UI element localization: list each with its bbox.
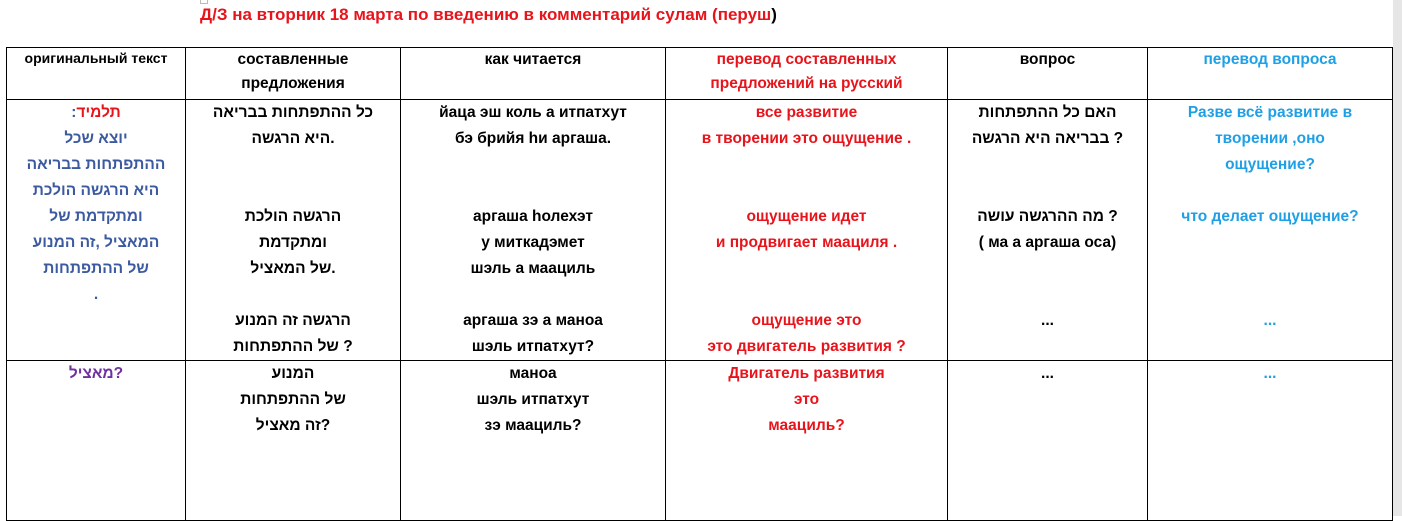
header-question-translation: перевод вопроса [1148,48,1393,100]
table-row [7,361,1393,521]
talmid-label: תלמיד [76,104,121,121]
cell-reading-2: маноа шэль итпатхут зэ маациль? [401,361,666,521]
cell-reading: йаца эш коль а итпатхут бэ брийя hи аргаша. аргаша hолехэт у миткадэмет шэль а маациль аргаша зэ а маноа шэль итпатхут? [401,100,666,361]
cell-question: האם כל ההתפתחות ? בבריאה היא הרגשה ? מה ההרגשה עושה ( ма а аргаша оса) ... [948,100,1148,361]
header-translation: перевод составленных предложений на русский [666,48,948,100]
table-row [7,100,1393,361]
cell-original-text: תלמיד: יוצא שכל ההתפתחות בבריאה היא הרגשה הולכת ומתקדמת של המאציל ,זה המנוע של ההתפתחות . [7,100,186,361]
cell-question-2: ... [948,361,1148,521]
cell-original-text-2: ?מאציל [7,361,186,521]
cell-corner-marker [200,0,208,4]
page-title: Д/З на вторник 18 марта по введению в комментарий сулам (перуш) [200,5,777,24]
cell-question-translation-2: ... [1148,361,1393,521]
cell-sentences: כל ההתפתחות בבריאה .היא הרגשה הרגשה הולכת ומתקדמת .של המאציל הרגשה זה המנוע ? של ההתפתחות [186,100,401,361]
header-original-text: оригинальный текст [7,48,186,100]
cell-question-translation: Разве всё развитие в творении ,оно ощущение? что делает ощущение? ... [1148,100,1393,361]
cell-translation: все развитие в творении это ощущение . ощущение идет и продвигает маациля . ощущение это это двигатель развития ? [666,100,948,361]
header-sentences: составленные предложения [186,48,401,100]
scroll-gutter [1393,0,1402,516]
cell-sentences-2: המנוע של ההתפתחות ?זה מאציל [186,361,401,521]
homework-table [6,47,1393,521]
cell-translation-2: Двигатель развития это маациль? [666,361,948,521]
header-reading: как читается [401,48,666,100]
header-question: вопрос [948,48,1148,100]
